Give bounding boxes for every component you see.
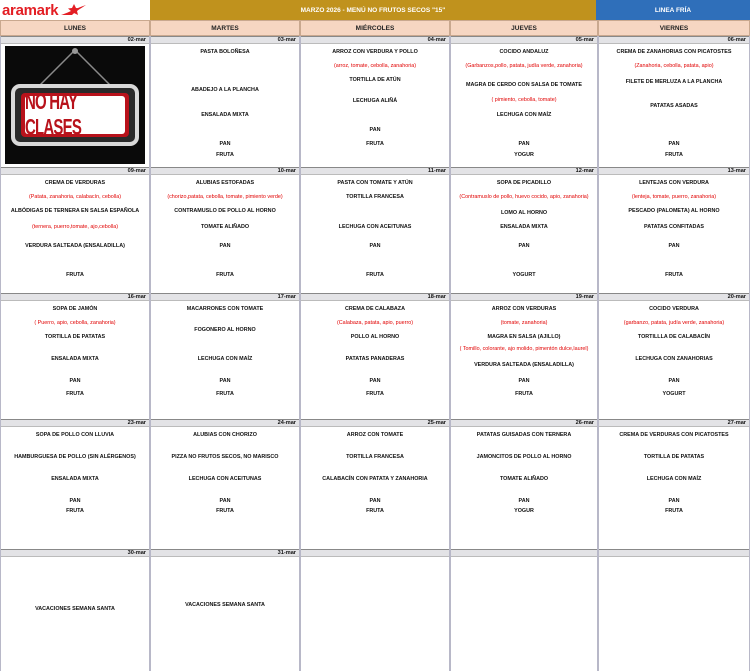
- day-cell: [150, 549, 300, 671]
- date-label: 25-mar: [301, 419, 449, 427]
- menu-item: PATATAS PANADERAS: [345, 356, 405, 362]
- menu-item: PAN: [69, 498, 81, 504]
- ingredients-note: (tomate, zanahoria): [500, 320, 548, 326]
- menu-item: ALBÓDIGAS DE TERNERA EN SALSA ESPAÑOLA: [10, 208, 140, 214]
- menu-item: ENSALADA MIXTA: [51, 356, 99, 362]
- day-cell: [150, 167, 300, 293]
- menu-item: CREMA DE VERDURAS CON PICATOSTES: [619, 432, 729, 438]
- menu-item: JAMONCITOS DE POLLO AL HORNO: [476, 454, 572, 460]
- date-label: 11-mar: [301, 167, 449, 175]
- day-cell: [450, 419, 598, 549]
- ingredients-note: (chorizo,patata, cebolla, tomate, pimiento verde): [167, 194, 283, 200]
- menu-item: CALABACÍN CON PATATA Y ZANAHORIA: [322, 476, 428, 482]
- day-cell: [150, 293, 300, 419]
- day-cell: [450, 549, 598, 671]
- day-cell: [150, 419, 300, 549]
- date-label: 06-mar: [599, 36, 749, 44]
- day-cell: [0, 167, 150, 293]
- menu-item: CONTRAMUSLO DE POLLO AL HORNO: [174, 208, 276, 214]
- menu-item: ABADEJO A LA PLANCHA: [191, 87, 259, 93]
- date-label: 05-mar: [451, 36, 597, 44]
- day-cell: [598, 293, 750, 419]
- date-label: 30-mar: [1, 549, 149, 557]
- day-header-martes: MARTES: [150, 20, 300, 36]
- day-cell: [300, 549, 450, 671]
- menu-item: CREMA DE CALABAZA: [345, 306, 405, 312]
- menu-item: ARROZ CON TOMATE: [346, 432, 404, 438]
- brand-name: aramark: [2, 1, 59, 19]
- date-label: 13-mar: [599, 167, 749, 175]
- menu-item: YOGURT: [512, 272, 536, 278]
- day-cell: [450, 36, 598, 167]
- menu-item: LECHUGA CON MAÍZ: [496, 112, 552, 118]
- day-cell: [598, 549, 750, 671]
- menu-item: FRUTA: [366, 508, 384, 514]
- menu-item: ALUBIAS ESTOFADAS: [195, 180, 255, 186]
- menu-item: FRUTA: [66, 508, 84, 514]
- ingredients-note: (ternera, puerro,tomate, ajo,cebolla): [32, 224, 118, 230]
- menu-item: PAN: [369, 378, 381, 384]
- date-label: [301, 549, 449, 557]
- ingredients-note: (Patata, zanahoria, calabacín, cebolla): [29, 194, 121, 200]
- menu-item: PAN: [668, 498, 680, 504]
- menu-item: FRUTA: [366, 272, 384, 278]
- date-label: 10-mar: [151, 167, 299, 175]
- date-label: 24-mar: [151, 419, 299, 427]
- ingredients-note: (garbanzo, patata, judía verde, zanahoria): [623, 320, 725, 326]
- date-label: 18-mar: [301, 293, 449, 301]
- menu-item: CREMA DE VERDURAS: [44, 180, 106, 186]
- menu-item: PESCADO (PALOMETA) AL HORNO: [628, 208, 720, 214]
- date-label: 26-mar: [451, 419, 597, 427]
- menu-item: COCIDO VERDURA: [649, 306, 699, 312]
- menu-item: TORTILLLA DE CALABACÍN: [637, 334, 711, 340]
- ingredients-note: ( Puerro, apio, cebolla, zanahoria): [34, 320, 116, 326]
- no-classes-text: NO HAY CLASES: [25, 89, 82, 141]
- day-cell: [300, 293, 450, 419]
- no-classes-sign-image: [5, 46, 145, 164]
- menu-item: FRUTA: [665, 508, 683, 514]
- ingredients-note: ( Tomillo, colorante, ajo molido, pimentón dulce,laurel): [459, 346, 589, 352]
- day-cell: [300, 167, 450, 293]
- ingredients-note: (Garbanzos,pollo, patata, judía verde, zanahoria): [465, 63, 583, 69]
- ingredients-note: (Contramuslo de pollo, huevo cocido, apio, zanahoria): [459, 194, 589, 200]
- menu-item: LECHUGA CON MAÍZ: [197, 356, 253, 362]
- menu-item: COCIDO ANDALUZ: [499, 49, 549, 55]
- menu-item: PAN: [219, 243, 231, 249]
- day-header-miercoles: MIÉRCOLES: [300, 20, 450, 36]
- date-label: 19-mar: [451, 293, 597, 301]
- ingredients-note: (arroz, tomate, cebolla, zanahoria): [333, 63, 417, 69]
- menu-item: FRUTA: [366, 141, 384, 147]
- menu-item: LECHUGA CON ZANAHORIAS: [635, 356, 713, 362]
- menu-item: LENTEJAS CON VERDURA: [639, 180, 709, 186]
- day-cell: [0, 293, 150, 419]
- date-label: [599, 549, 749, 557]
- menu-item: ENSALADA MIXTA: [51, 476, 99, 482]
- header-bar: [0, 0, 750, 20]
- menu-item: TORTILLA DE PATATAS: [44, 334, 106, 340]
- day-cell: [300, 419, 450, 549]
- menu-item: PAN: [219, 141, 231, 147]
- menu-item: PASTA CON TOMATE Y ATÚN: [337, 180, 413, 186]
- menu-item: FRUTA: [216, 508, 234, 514]
- menu-item: PATATAS GUISADAS CON TERNERA: [476, 432, 572, 438]
- menu-item: ENSALADA MIXTA: [201, 112, 249, 118]
- menu-item: LOMO AL HORNO: [500, 210, 548, 216]
- menu-item: PATATAS CONFITADAS: [644, 224, 704, 230]
- menu-item: TOMATE ALIÑADO: [499, 476, 549, 482]
- menu-item: YOGUR: [514, 508, 534, 514]
- menu-item: VACACIONES SEMANA SANTA: [35, 606, 115, 612]
- menu-item: POLLO AL HORNO: [350, 334, 400, 340]
- date-label: 17-mar: [151, 293, 299, 301]
- day-cell: [450, 293, 598, 419]
- menu-item: LECHUGA CON MAÍZ: [646, 476, 702, 482]
- ingredients-note: (lenteja, tomate, puerro, zanahoria): [631, 194, 717, 200]
- menu-item: FRUTA: [216, 391, 234, 397]
- menu-item: PAN: [668, 141, 680, 147]
- menu-item: PASTA BOLOÑESA: [200, 49, 250, 55]
- menu-item: YOGUR: [514, 152, 534, 158]
- menu-item: PAN: [668, 378, 680, 384]
- menu-item: FRUTA: [66, 391, 84, 397]
- date-label: 23-mar: [1, 419, 149, 427]
- menu-item: TOMATE ALIÑADO: [200, 224, 250, 230]
- ingredients-note: ( pimiento, cebolla, tomate): [491, 97, 557, 103]
- day-cell: [598, 36, 750, 167]
- day-cell: [598, 167, 750, 293]
- menu-item: PAN: [219, 498, 231, 504]
- menu-item: ENSALADA MIXTA: [500, 224, 548, 230]
- day-header-lunes: LUNES: [0, 20, 150, 36]
- brand-star-icon: [60, 3, 88, 17]
- menu-item: PAN: [518, 243, 530, 249]
- menu-item: HAMBURGUESA DE POLLO (SIN ALÉRGENOS): [14, 454, 136, 460]
- menu-item: FILETE DE MERLUZA A LA PLANCHA: [625, 79, 723, 85]
- menu-item: ARROZ CON VERDURA Y POLLO: [332, 49, 418, 55]
- menu-item: FRUTA: [366, 391, 384, 397]
- linea-fria-label: LINEA FRÍA: [596, 0, 750, 20]
- menu-item: TORTILLA FRANCESA: [346, 194, 404, 200]
- ingredients-note: (Calabaza, patata, apio, puerro): [336, 320, 414, 326]
- menu-item: SOPA DE PICADILLO: [496, 180, 552, 186]
- menu-item: TORTILLA DE ATÚN: [349, 77, 401, 83]
- menu-item: MACARRONES CON TOMATE: [186, 306, 264, 312]
- menu-item: TORTILLA DE PATATAS: [643, 454, 705, 460]
- menu-item: PAN: [219, 378, 231, 384]
- menu-item: SOPA DE JAMÓN: [52, 306, 98, 312]
- menu-item: MAGRA EN SALSA (AJILLO): [487, 334, 561, 340]
- menu-item: YOGURT: [662, 391, 686, 397]
- menu-item: ALUBIAS CON CHORIZO: [193, 432, 257, 438]
- menu-item: PAN: [369, 243, 381, 249]
- date-label: 03-mar: [151, 36, 299, 44]
- date-label: 09-mar: [1, 167, 149, 175]
- date-label: 20-mar: [599, 293, 749, 301]
- date-label: 04-mar: [301, 36, 449, 44]
- menu-item: CREMA DE ZANAHORIAS CON PICATOSTES: [616, 49, 732, 55]
- day-cell: [0, 36, 150, 167]
- menu-item: LECHUGA CON ACEITUNAS: [338, 224, 412, 230]
- day-cell: [598, 419, 750, 549]
- menu-item: PIZZA NO FRUTOS SECOS, NO MARISCO: [171, 454, 279, 460]
- day-cell: [0, 549, 150, 671]
- menu-item: VACACIONES SEMANA SANTA: [185, 602, 265, 608]
- menu-item: FRUTA: [216, 152, 234, 158]
- date-label: 12-mar: [451, 167, 597, 175]
- menu-item: SOPA DE POLLO CON LLUVIA: [35, 432, 115, 438]
- menu-item: VERDURA SALTEADA (ENSALADILLA): [474, 362, 574, 368]
- menu-item: PAN: [668, 243, 680, 249]
- menu-item: PAN: [369, 498, 381, 504]
- menu-item: MAGRA DE CERDO CON SALSA DE TOMATE: [466, 82, 582, 88]
- menu-item: PATATAS ASADAS: [650, 103, 698, 109]
- ingredients-note: (Zanahoria, cebolla, patata, apio): [634, 63, 714, 69]
- day-cell: [300, 36, 450, 167]
- date-label: 16-mar: [1, 293, 149, 301]
- date-label: 31-mar: [151, 549, 299, 557]
- day-cell: [150, 36, 300, 167]
- date-label: [451, 549, 597, 557]
- menu-item: FOGONERO AL HORNO: [194, 327, 256, 333]
- menu-item: FRUTA: [665, 272, 683, 278]
- menu-item: FRUTA: [66, 272, 84, 278]
- menu-item: FRUTA: [515, 391, 533, 397]
- day-cell: [0, 419, 150, 549]
- menu-item: ARROZ CON VERDURAS: [491, 306, 557, 312]
- date-label: 02-mar: [1, 36, 149, 44]
- menu-item: TORTILLA FRANCESA: [346, 454, 404, 460]
- menu-item: PAN: [69, 378, 81, 384]
- day-cell: [450, 167, 598, 293]
- day-header-viernes: VIERNES: [598, 20, 750, 36]
- menu-item: LECHUGA CON ACEITUNAS: [188, 476, 262, 482]
- menu-item: FRUTA: [665, 152, 683, 158]
- menu-item: PAN: [369, 127, 381, 133]
- menu-item: FRUTA: [216, 272, 234, 278]
- menu-item: PAN: [518, 141, 530, 147]
- date-label: 27-mar: [599, 419, 749, 427]
- menu-item: PAN: [518, 378, 530, 384]
- menu-item: PAN: [518, 498, 530, 504]
- brand-logo: [0, 0, 150, 20]
- day-header-jueves: JUEVES: [450, 20, 598, 36]
- menu-item: LECHUGA ALIÑÁ: [352, 98, 398, 104]
- menu-item: VERDURA SALTEADA (ENSALADILLA): [25, 243, 125, 249]
- menu-title: MARZO 2026 - MENÚ NO FRUTOS SECOS "15": [150, 0, 596, 20]
